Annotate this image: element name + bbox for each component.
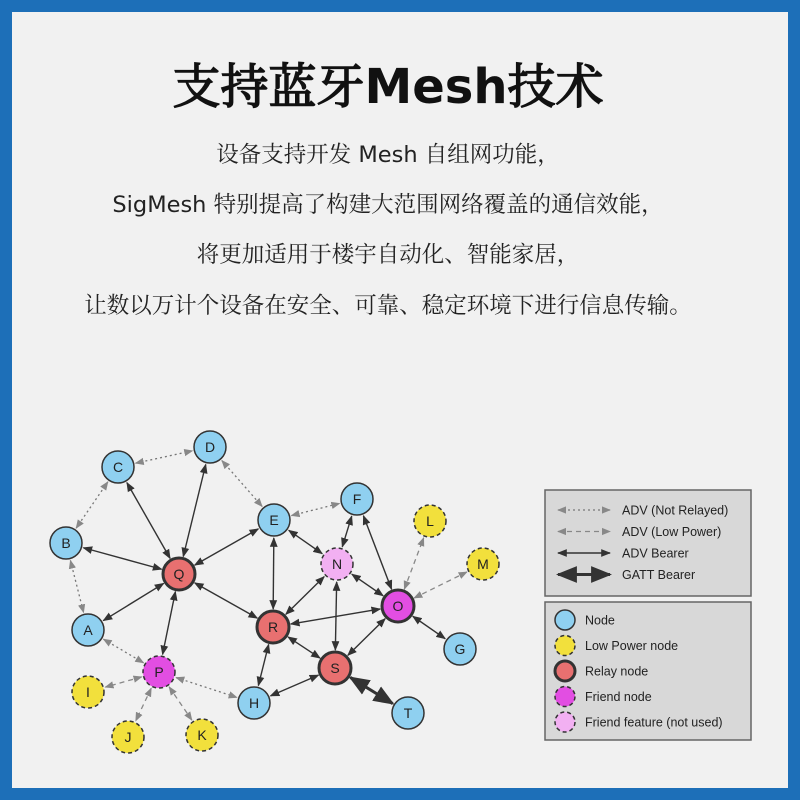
edge-o-s: [348, 619, 385, 656]
legend-lines-box: [545, 490, 751, 596]
node-c: [102, 451, 134, 483]
edge-e-n: [289, 530, 322, 553]
edge-q-r: [195, 583, 258, 618]
edge-p-h: [176, 678, 237, 698]
edge-e-f: [291, 503, 339, 515]
edge-o-l: [404, 538, 423, 589]
node-f: [341, 483, 373, 515]
page-title: 支持蓝牙Mesh技术: [172, 59, 604, 115]
edge-d-e: [222, 461, 262, 507]
edge-f-o: [363, 516, 391, 589]
node-h: [238, 687, 270, 719]
legend-node-swatch-friend-feature: [555, 712, 575, 732]
edge-r-e: [273, 538, 274, 609]
nodes-layer: [50, 431, 499, 753]
legend-node-swatch-relay: [555, 661, 575, 681]
node-label: P: [154, 664, 164, 680]
node-label: G: [454, 641, 466, 657]
legend-node-label: Friend node: [585, 690, 652, 704]
node-label: T: [403, 705, 413, 721]
edge-r-n: [286, 577, 324, 615]
description-line-1: 设备支持开发 Mesh 自组网功能，: [216, 142, 560, 168]
node-j: [112, 721, 144, 753]
node-label: F: [352, 491, 362, 507]
node-e: [258, 504, 290, 536]
edge-q-d: [183, 464, 205, 556]
node-label: R: [267, 619, 279, 635]
legend-nodes-box: [545, 602, 751, 740]
edge-f-n: [342, 516, 351, 547]
description-line-2: SigMesh 特别提高了构建大范围网络覆盖的通信效能，: [112, 192, 664, 218]
edge-p-j: [136, 688, 152, 721]
edge-s-t: [350, 677, 392, 703]
node-label: E: [269, 512, 279, 528]
node-label: S: [330, 660, 340, 676]
node-label: B: [61, 535, 71, 551]
edge-q-e: [195, 529, 259, 565]
legend-node-label: Relay node: [585, 664, 649, 679]
edge-o-m: [414, 572, 467, 598]
edge-o-g: [413, 616, 445, 638]
node-a: [72, 614, 104, 646]
node-label: L: [426, 513, 434, 529]
node-label: J: [124, 729, 132, 745]
edge-q-a: [103, 583, 163, 620]
node-label: I: [86, 684, 90, 700]
node-d: [194, 431, 226, 463]
edge-q-c: [127, 483, 170, 559]
description-line-4: 让数以万计个设备在安全、可靠、稳定环境下进行信息传输。: [84, 293, 692, 319]
legend-line-label: ADV (Low Power): [622, 525, 722, 539]
edge-n-o: [352, 574, 383, 596]
node-label: M: [477, 556, 489, 572]
edge-q-b: [83, 548, 161, 569]
legend-node-swatch-friend: [555, 687, 575, 707]
description-line-3: 将更加适用于楼宇自动化、智能家居，: [196, 242, 580, 268]
edges-layer: [70, 451, 466, 721]
node-r: [257, 611, 289, 643]
node-label: K: [197, 727, 207, 743]
edge-c-d: [136, 451, 193, 463]
node-label: D: [204, 439, 216, 455]
node-label: N: [331, 556, 343, 572]
node-g: [444, 633, 476, 665]
edge-s-h: [271, 675, 319, 696]
node-q: [163, 558, 195, 590]
legend-node-label: Node: [585, 613, 615, 628]
node-label: O: [392, 598, 404, 614]
legend-node-swatch-low-power: [555, 636, 575, 656]
node-b: [50, 527, 82, 559]
legend-node-label: Friend feature (not used): [585, 715, 723, 730]
node-k: [186, 719, 218, 751]
edge-q-p: [163, 592, 176, 655]
edge-a-p: [103, 639, 143, 663]
node-label: H: [248, 695, 260, 711]
node-s: [319, 652, 351, 684]
edge-p-i: [105, 677, 141, 687]
legend-node-label: Low Power node: [585, 639, 679, 653]
node-m: [467, 548, 499, 580]
legend-line-label: ADV (Not Relayed): [622, 503, 729, 518]
legend-line-label: ADV Bearer: [622, 546, 689, 561]
edge-r-s: [288, 637, 320, 658]
legend-node-swatch-node: [555, 610, 575, 630]
edge-p-k: [169, 687, 192, 720]
node-p: [143, 656, 175, 688]
node-l: [414, 505, 446, 537]
node-o: [382, 590, 414, 622]
legend-line-label: GATT Bearer: [622, 568, 696, 582]
node-label: Q: [173, 566, 185, 582]
edge-b-a: [70, 560, 83, 612]
node-t: [392, 697, 424, 729]
edge-n-s: [335, 582, 336, 650]
edge-c-b: [76, 482, 108, 528]
node-i: [72, 676, 104, 708]
node-n: [321, 548, 353, 580]
edge-r-h: [258, 644, 268, 685]
node-label: C: [112, 459, 124, 475]
node-label: A: [83, 622, 93, 638]
